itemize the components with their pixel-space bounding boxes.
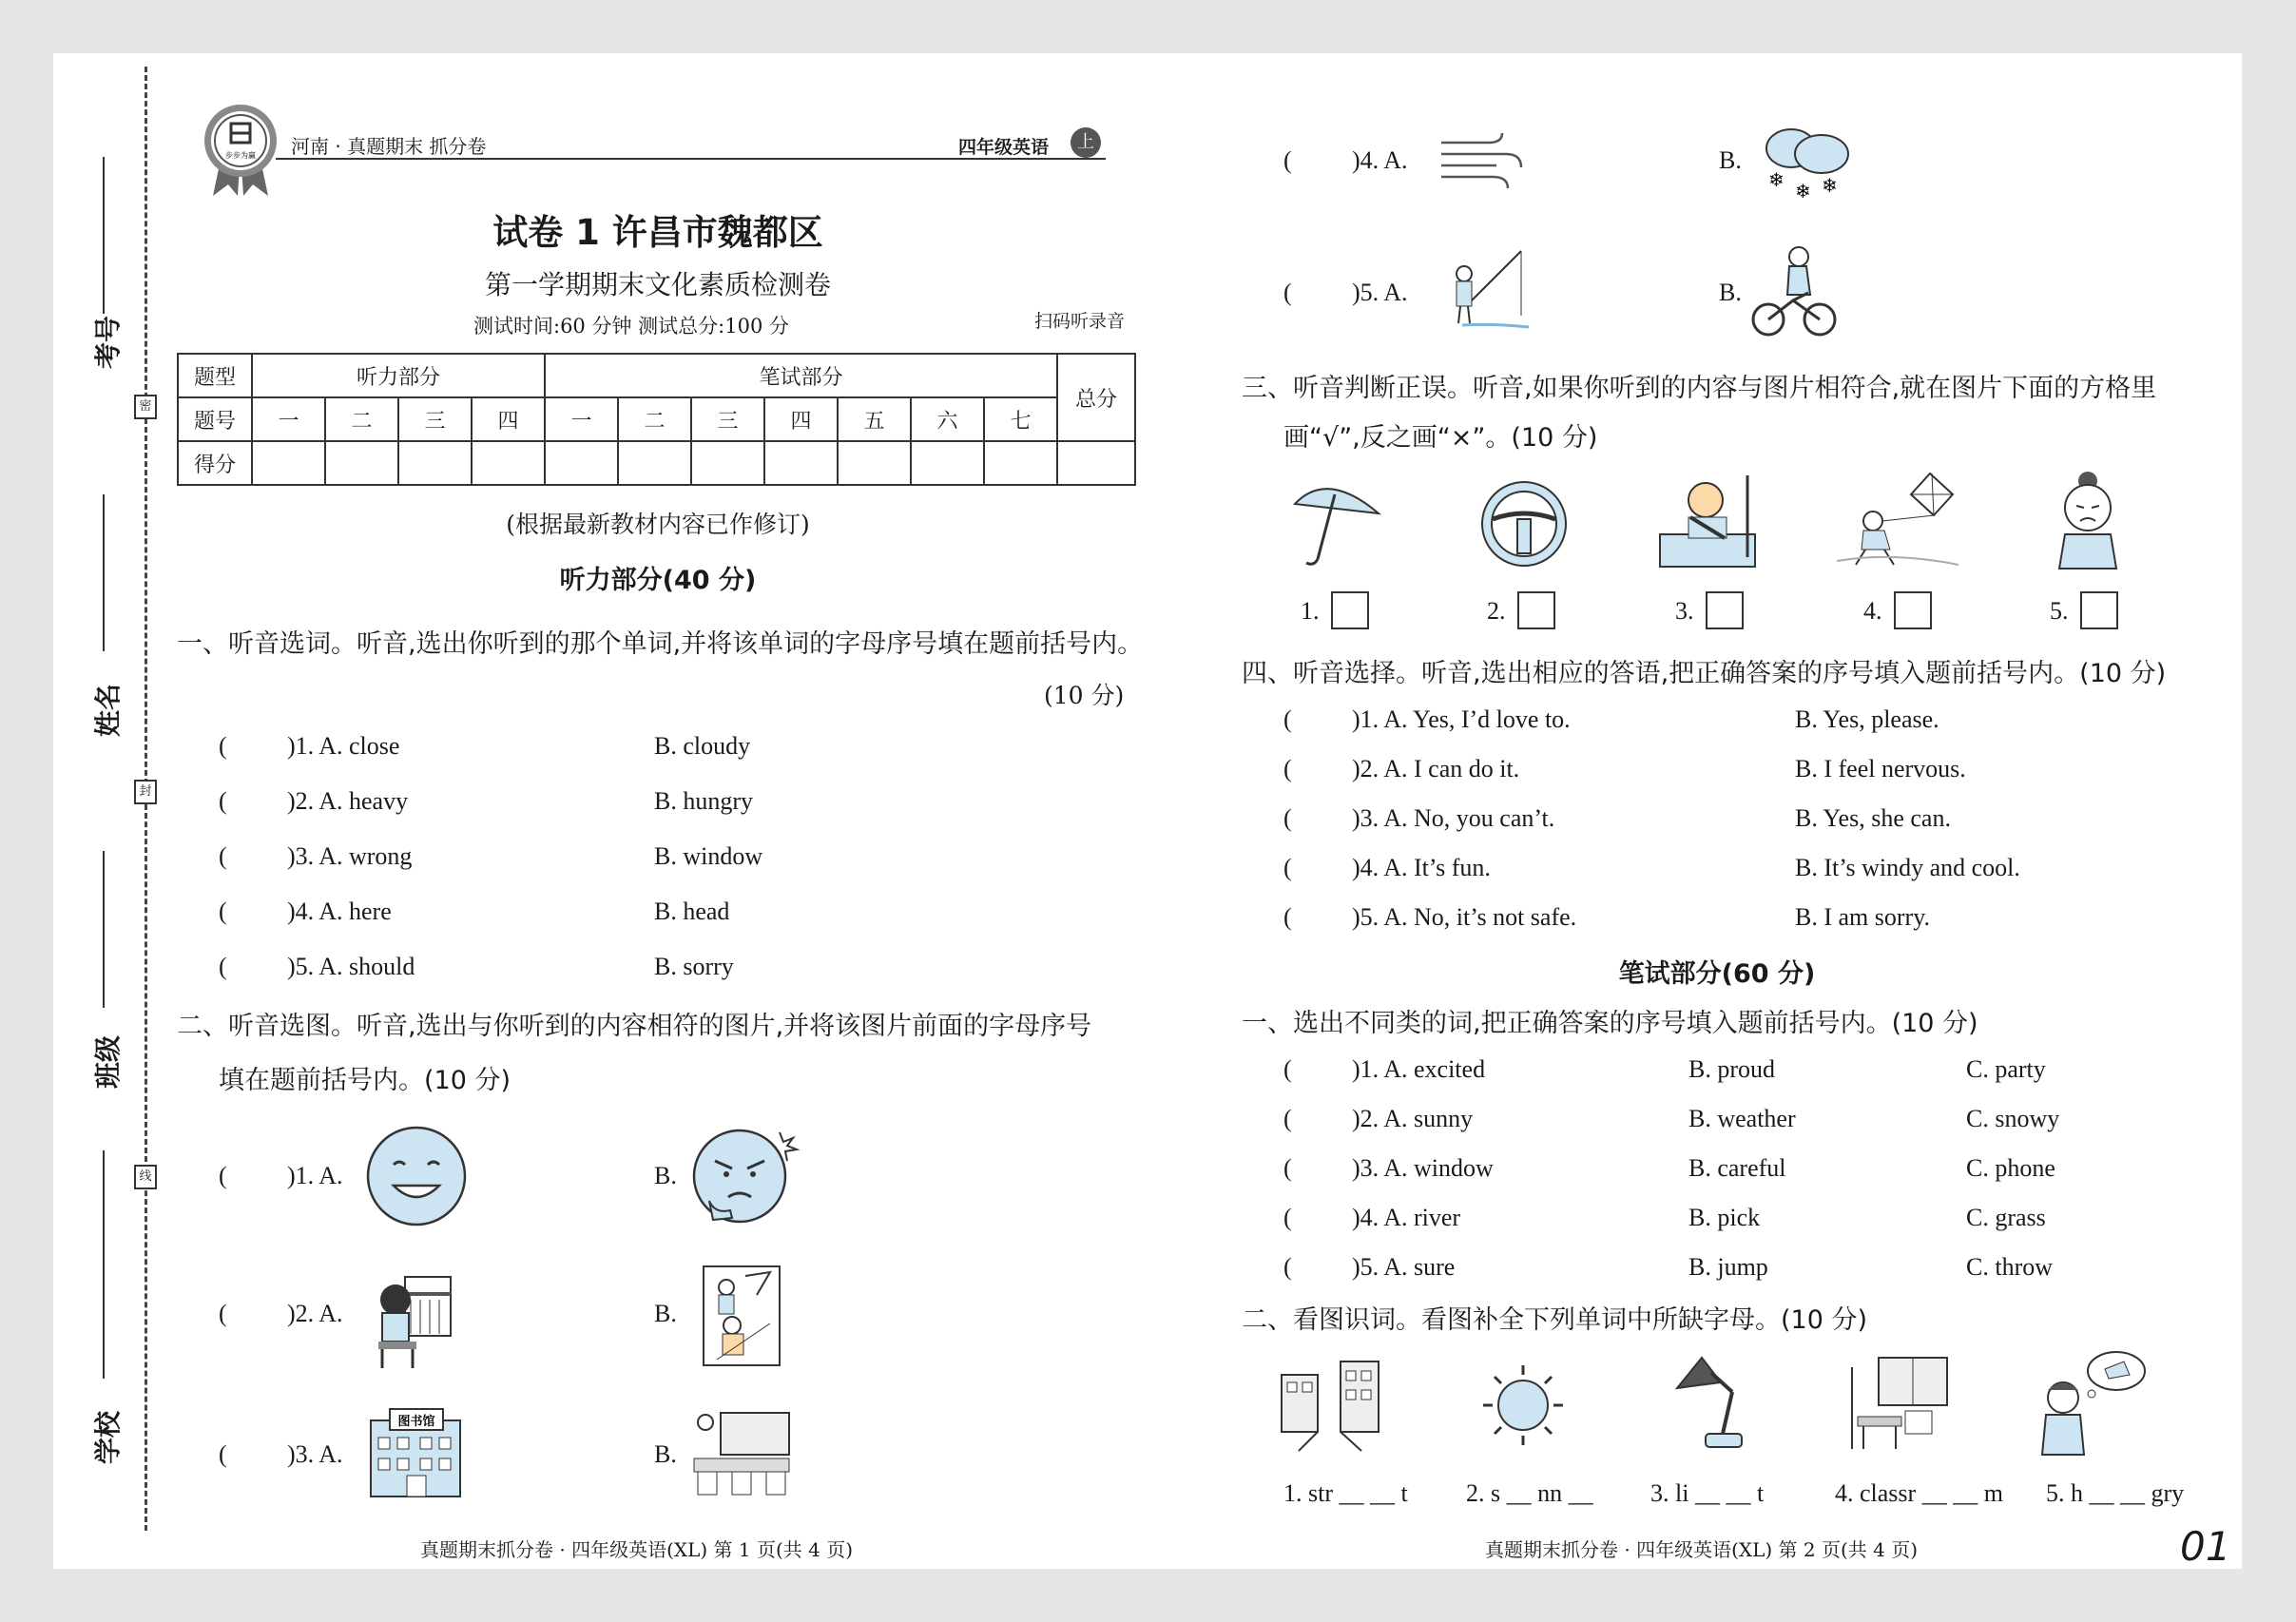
option-b: B. careful (1688, 1154, 1786, 1182)
score-input-cell[interactable] (838, 441, 911, 485)
check-box[interactable] (1517, 591, 1555, 629)
scan-audio-link[interactable]: 扫码听录音 (1034, 311, 1126, 332)
smiling-face-icon (365, 1125, 468, 1227)
option-b: B. Yes, please. (1795, 705, 1939, 733)
hungry-boy-icon (2025, 1348, 2149, 1458)
svg-text:❄: ❄ (1822, 174, 1838, 197)
score-table-cell: 题号 (178, 397, 252, 441)
option-a: )3. A. window (1352, 1154, 1494, 1182)
listening-3-instruction: 三、听音判断正误。听音,如果你听到的内容与图片相符合,就在图片下面的方格里 (1242, 374, 2157, 403)
girl-with-kite-icon (1835, 470, 1960, 572)
header-rule (276, 158, 1106, 160)
score-table-cell: 六 (911, 397, 984, 441)
riding-bike-icon (1751, 245, 1837, 340)
score-input-cell[interactable] (691, 441, 764, 485)
answer-blank[interactable]: ( (219, 842, 227, 870)
option-a: )1. A. close (287, 732, 400, 760)
option-a: )5. A. (1352, 279, 1408, 306)
score-input-cell[interactable] (325, 441, 398, 485)
score-table-cell: 听力部分 (252, 354, 545, 397)
option-b: B. (1719, 279, 1742, 306)
seal-mark: 封 (134, 780, 157, 804)
score-table-cell: 四 (764, 397, 838, 441)
answer-blank[interactable]: ( (1283, 1253, 1292, 1281)
score-input-cell[interactable] (618, 441, 691, 485)
item-number: 5. (2050, 597, 2069, 625)
answer-blank[interactable]: ( (219, 1300, 227, 1327)
answer-blank[interactable]: ( (1283, 854, 1292, 881)
library-building-icon (365, 1407, 470, 1498)
option-c: C. party (1966, 1055, 2046, 1083)
option-b: B. I am sorry. (1795, 903, 1931, 931)
option-a: )4. A. It’s fun. (1352, 854, 1491, 881)
option-a: )2. A. sunny (1352, 1105, 1474, 1132)
option-c: C. snowy (1966, 1105, 2060, 1132)
option-b: B. weather (1688, 1105, 1796, 1132)
item-number: 3. (1675, 597, 1694, 625)
answer-blank[interactable]: ( (1283, 279, 1292, 306)
school-line[interactable] (103, 1150, 105, 1379)
listening-2-instruction: 二、听音选图。听音,选出与你听到的内容相符的图片,并将该图片前面的字母序号 (177, 1012, 1092, 1041)
option-b: B. jump (1688, 1253, 1768, 1281)
option-a: )1. A. excited (1352, 1055, 1486, 1083)
fill-word[interactable]: 1. str __ __ t (1283, 1479, 1408, 1507)
listening-1-instruction: 一、听音选词。听音,选出你听到的那个单词,并将该单词的字母序号填在题前括号内。 (177, 629, 1144, 659)
option-b: B. (654, 1162, 677, 1189)
listening-2-instruction: 填在题前括号内。(10 分) (219, 1066, 511, 1095)
answer-blank[interactable]: ( (219, 1162, 227, 1189)
school-label: 学校 (92, 1411, 124, 1465)
footer-right: 真题期末抓分卷 · 四年级英语(XL) 第 2 页(共 4 页) (1485, 1538, 1919, 1561)
option-b: B. head (654, 898, 730, 925)
driver-seatbelt-icon (1656, 472, 1759, 570)
answer-blank[interactable]: ( (1283, 755, 1292, 782)
answer-blank[interactable]: ( (1283, 1055, 1292, 1083)
option-b: B. window (654, 842, 763, 870)
class-label: 班级 (92, 1035, 124, 1090)
option-a: )5. A. sure (1352, 1253, 1456, 1281)
score-input-cell[interactable] (398, 441, 472, 485)
score-input-cell[interactable] (984, 441, 1057, 485)
score-table-cell: 得分 (178, 441, 252, 485)
answer-blank[interactable]: ( (1283, 903, 1292, 931)
option-c: C. grass (1966, 1204, 2046, 1231)
grade-subject: 四年级英语 (958, 137, 1050, 158)
snow-cloud-icon (1755, 124, 1860, 203)
option-a: )3. A. No, you can’t. (1352, 804, 1555, 832)
answer-blank[interactable]: ( (219, 953, 227, 980)
option-b: B. pick (1688, 1204, 1761, 1231)
class-line[interactable] (103, 851, 105, 1008)
written-section-title: 笔试部分(60 分) (1618, 959, 1816, 989)
item-number: 1. (1301, 597, 1320, 625)
paper-title: 试卷 1 许昌市魏都区 (492, 212, 823, 253)
score-table (177, 353, 1136, 486)
option-a: )2. A. heavy (287, 787, 409, 815)
revision-note: (根据最新教材内容已作修订) (506, 511, 810, 538)
answer-blank[interactable]: ( (1283, 705, 1292, 733)
listening-3-instruction: 画“√”,反之画“×”。(10 分) (1283, 423, 1598, 453)
fill-word[interactable]: 4. classr __ __ m (1835, 1479, 2003, 1507)
option-a: )3. A. wrong (287, 842, 413, 870)
option-a: )4. A. river (1352, 1204, 1461, 1231)
answer-blank[interactable]: ( (1283, 804, 1292, 832)
score-table-cell: 二 (325, 397, 398, 441)
listening-4-instruction: 四、听音选择。听音,选出相应的答语,把正确答案的序号填入题前括号内。(10 分) (1242, 659, 2167, 688)
angry-face-icon (692, 1127, 799, 1226)
answer-blank[interactable]: ( (219, 787, 227, 815)
score-table-cell: 四 (472, 397, 545, 441)
check-box[interactable] (2080, 591, 2118, 629)
listening-section-title: 听力部分(40 分) (559, 566, 757, 595)
score-input-cell[interactable] (1057, 441, 1135, 485)
option-a: )4. A. (1352, 146, 1408, 174)
footer-left: 真题期末抓分卷 · 四年级英语(XL) 第 1 页(共 4 页) (420, 1538, 854, 1561)
fill-word[interactable]: 5. h __ __ gry (2046, 1479, 2185, 1507)
score-table-cell: 五 (838, 397, 911, 441)
score-table-cell: 三 (398, 397, 472, 441)
brand-logo-icon (202, 103, 280, 198)
option-a: )1. A. Yes, I’d love to. (1352, 705, 1571, 733)
item-number: 4. (1863, 597, 1882, 625)
score-table-cell: 一 (252, 397, 325, 441)
option-b: B. hungry (654, 787, 753, 815)
score-table-cell: 二 (618, 397, 691, 441)
score-table-cell: 总分 (1057, 354, 1135, 441)
listening-1-points: (10 分) (1044, 682, 1125, 709)
score-input-cell[interactable] (252, 441, 325, 485)
score-input-cell[interactable] (911, 441, 984, 485)
item-number: 2. (1487, 597, 1506, 625)
option-c: C. throw (1966, 1253, 2053, 1281)
answer-blank[interactable]: ( (219, 898, 227, 925)
score-table-cell: 笔试部分 (545, 354, 1057, 397)
fill-word[interactable]: 2. s __ nn __ (1466, 1479, 1593, 1507)
answer-blank[interactable]: ( (219, 1440, 227, 1468)
option-b: B. (654, 1300, 677, 1327)
score-table-cell: 七 (984, 397, 1057, 441)
seal-mark: 密 (134, 395, 157, 419)
lamp-icon (1673, 1354, 1757, 1453)
umbrella-icon (1289, 475, 1384, 570)
seal-mark: 线 (134, 1165, 157, 1189)
wind-icon (1439, 129, 1525, 194)
girl-playing-piano-icon (367, 1271, 466, 1370)
score-table-cell: 一 (545, 397, 618, 441)
check-box[interactable] (1331, 591, 1369, 629)
paper-subtitle: 第一学期期末文化素质检测卷 (484, 269, 831, 300)
svg-text:步步为赢: 步步为赢 (225, 151, 256, 160)
fill-word[interactable]: 3. li __ __ t (1650, 1479, 1765, 1507)
option-b: B. It’s windy and cool. (1795, 854, 2020, 881)
option-a: )2. A. (287, 1300, 343, 1327)
fishing-icon (1445, 249, 1533, 337)
option-b: B. Yes, she can. (1795, 804, 1951, 832)
svg-text:❄: ❄ (1795, 180, 1811, 203)
option-a: )1. A. (287, 1162, 343, 1189)
score-input-cell[interactable] (472, 441, 545, 485)
answer-blank[interactable]: ( (1283, 1154, 1292, 1182)
term-badge: 上 (1071, 127, 1101, 158)
score-table-cell: 三 (691, 397, 764, 441)
written-1-instruction: 一、选出不同类的词,把正确答案的序号填入题前括号内。(10 分) (1242, 1009, 1978, 1038)
answer-blank[interactable]: ( (1283, 1105, 1292, 1132)
sun-icon (1479, 1361, 1567, 1449)
option-b: B. (654, 1440, 677, 1468)
option-b: B. (1719, 146, 1742, 174)
written-2-instruction: 二、看图识词。看图补全下列单词中所缺字母。(10 分) (1242, 1305, 1868, 1335)
svg-text:图书馆: 图书馆 (397, 1415, 435, 1429)
page-number: 01 (2180, 1523, 2231, 1570)
option-a: )4. A. here (287, 898, 392, 925)
name-label: 姓名 (92, 684, 124, 738)
option-a: )3. A. (287, 1440, 343, 1468)
check-box[interactable] (1706, 591, 1744, 629)
street-icon (1280, 1356, 1380, 1453)
kids-flying-kite-icon (704, 1266, 780, 1365)
score-table-cell: 题型 (178, 354, 252, 397)
answer-blank[interactable]: ( (1283, 146, 1292, 174)
score-input-cell[interactable] (764, 441, 838, 485)
classroom-icon (692, 1411, 791, 1496)
series-name: 河南 · 真题期末 抓分卷 (291, 135, 487, 158)
option-b: B. sorry (654, 953, 734, 980)
test-meta: 测试时间:60 分钟 测试总分:100 分 (473, 315, 789, 338)
steering-wheel-icon (1479, 479, 1569, 569)
classroom-window-icon (1850, 1354, 1949, 1453)
exam-no-label: 考号 (92, 316, 124, 370)
option-a: )2. A. I can do it. (1352, 755, 1520, 782)
option-a: )5. A. should (287, 953, 415, 980)
option-c: C. phone (1966, 1154, 2055, 1182)
option-a: )5. A. No, it’s not safe. (1352, 903, 1577, 931)
option-b: B. cloudy (654, 732, 751, 760)
answer-blank[interactable]: ( (219, 732, 227, 760)
score-input-cell[interactable] (545, 441, 618, 485)
answer-blank[interactable]: ( (1283, 1204, 1292, 1231)
option-b: B. proud (1688, 1055, 1775, 1083)
option-b: B. I feel nervous. (1795, 755, 1966, 782)
check-box[interactable] (1894, 591, 1932, 629)
sad-girl-icon (2046, 470, 2130, 572)
svg-text:❄: ❄ (1768, 168, 1785, 191)
